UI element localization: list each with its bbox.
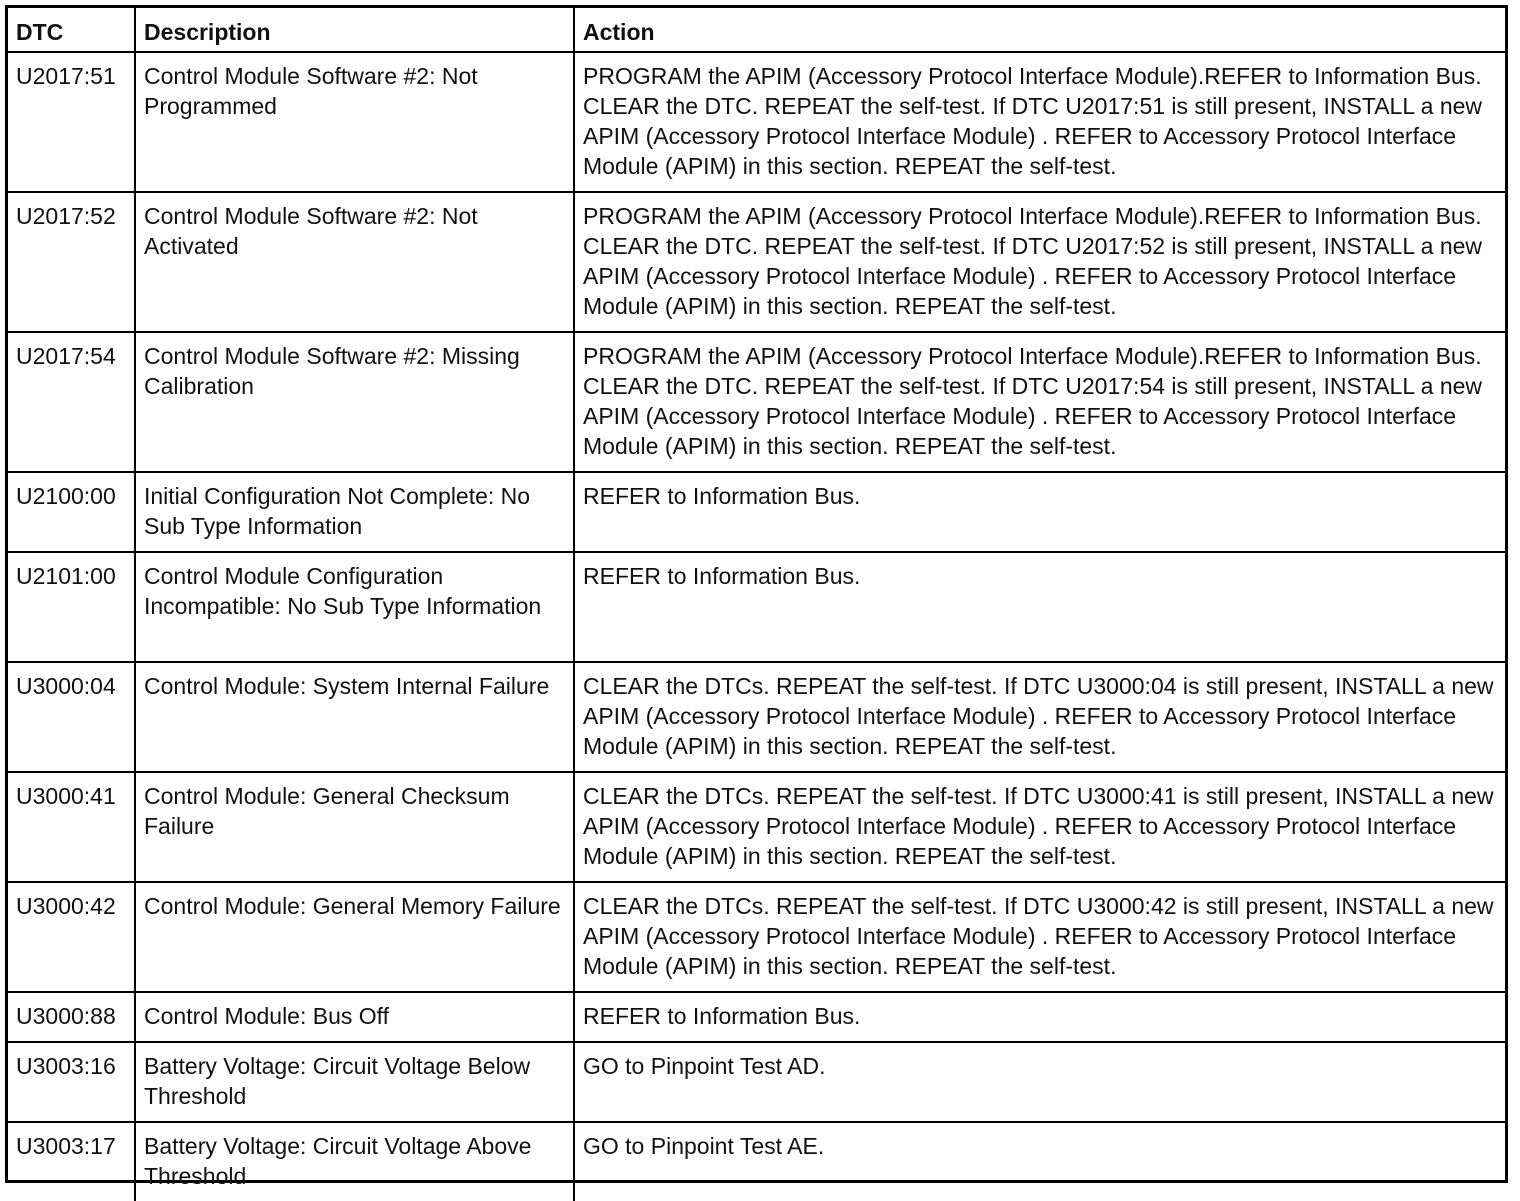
dtc-description: Control Module Configuration Incompatible: No Sub Type Information bbox=[135, 552, 574, 662]
dtc-code: U3000:88 bbox=[8, 992, 135, 1042]
dtc-code: U3003:16 bbox=[8, 1042, 135, 1122]
dtc-action: REFER to Information Bus. bbox=[574, 472, 1505, 552]
dtc-code: U2101:00 bbox=[8, 552, 135, 662]
table-row bbox=[8, 992, 1505, 1042]
dtc-action: PROGRAM the APIM (Accessory Protocol Interface Module).REFER to Information Bus. CLEAR the DTC. REPEAT the self-test. If DTC U2017:51 is still present, INSTALL a new APIM (Accessory Protocol Interface Module) . REFER to Accessory Protocol Interface Module (APIM) in this section. REPEAT the self-test. bbox=[574, 52, 1505, 192]
dtc-action: PROGRAM the APIM (Accessory Protocol Interface Module).REFER to Information Bus. CLEAR the DTC. REPEAT the self-test. If DTC U2017:52 is still present, INSTALL a new APIM (Accessory Protocol Interface Module) . REFER to Accessory Protocol Interface Module (APIM) in this section. REPEAT the self-test. bbox=[574, 192, 1505, 332]
dtc-description: Battery Voltage: Circuit Voltage Below Threshold bbox=[135, 1042, 574, 1122]
dtc-description: Control Module: General Memory Failure bbox=[135, 882, 574, 992]
dtc-code: U3000:04 bbox=[8, 662, 135, 772]
table-row bbox=[8, 882, 1505, 992]
table-row bbox=[8, 552, 1505, 662]
dtc-action: CLEAR the DTCs. REPEAT the self-test. If DTC U3000:41 is still present, INSTALL a new APIM (Accessory Protocol Interface Module) . REFER to Accessory Protocol Interface Module (APIM) in this section. REPEAT the self-test. bbox=[574, 772, 1505, 882]
table-row bbox=[8, 472, 1505, 552]
table-row bbox=[8, 772, 1505, 882]
dtc-action: GO to Pinpoint Test AD. bbox=[574, 1042, 1505, 1122]
dtc-code: U2017:54 bbox=[8, 332, 135, 472]
dtc-description: Control Module Software #2: Missing Calibration bbox=[135, 332, 574, 472]
dtc-description: Battery Voltage: Circuit Voltage Above Threshold bbox=[135, 1122, 574, 1201]
table-row bbox=[8, 662, 1505, 772]
dtc-action: REFER to Information Bus. bbox=[574, 552, 1505, 662]
table-row bbox=[8, 192, 1505, 332]
dtc-description: Control Module Software #2: Not Activated bbox=[135, 192, 574, 332]
dtc-action: REFER to Information Bus. bbox=[574, 992, 1505, 1042]
dtc-code: U3000:41 bbox=[8, 772, 135, 882]
dtc-code: U2100:00 bbox=[8, 472, 135, 552]
dtc-code: U2017:51 bbox=[8, 52, 135, 192]
table-row bbox=[8, 332, 1505, 472]
table-row bbox=[8, 1042, 1505, 1122]
header-action: Action bbox=[574, 8, 1505, 52]
header-description: Description bbox=[135, 8, 574, 52]
dtc-action: PROGRAM the APIM (Accessory Protocol Interface Module).REFER to Information Bus. CLEAR the DTC. REPEAT the self-test. If DTC U2017:54 is still present, INSTALL a new APIM (Accessory Protocol Interface Module) . REFER to Accessory Protocol Interface Module (APIM) in this section. REPEAT the self-test. bbox=[574, 332, 1505, 472]
dtc-table bbox=[8, 8, 1505, 1201]
table-row bbox=[8, 1122, 1505, 1201]
dtc-code: U2017:52 bbox=[8, 192, 135, 332]
table-header-row bbox=[8, 8, 1505, 52]
dtc-table-container bbox=[5, 5, 1508, 1189]
table-row bbox=[8, 52, 1505, 192]
dtc-action: GO to Pinpoint Test AE. bbox=[574, 1122, 1505, 1201]
header-dtc: DTC bbox=[8, 8, 135, 52]
dtc-description: Control Module: General Checksum Failure bbox=[135, 772, 574, 882]
dtc-action: CLEAR the DTCs. REPEAT the self-test. If DTC U3000:04 is still present, INSTALL a new APIM (Accessory Protocol Interface Module) . REFER to Accessory Protocol Interface Module (APIM) in this section. REPEAT the self-test. bbox=[574, 662, 1505, 772]
dtc-description: Control Module: Bus Off bbox=[135, 992, 574, 1042]
dtc-action: CLEAR the DTCs. REPEAT the self-test. If DTC U3000:42 is still present, INSTALL a new APIM (Accessory Protocol Interface Module) . REFER to Accessory Protocol Interface Module (APIM) in this section. REPEAT the self-test. bbox=[574, 882, 1505, 992]
dtc-code: U3003:17 bbox=[8, 1122, 135, 1201]
dtc-description: Initial Configuration Not Complete: No Sub Type Information bbox=[135, 472, 574, 552]
dtc-description: Control Module Software #2: Not Programmed bbox=[135, 52, 574, 192]
dtc-description: Control Module: System Internal Failure bbox=[135, 662, 574, 772]
dtc-code: U3000:42 bbox=[8, 882, 135, 992]
